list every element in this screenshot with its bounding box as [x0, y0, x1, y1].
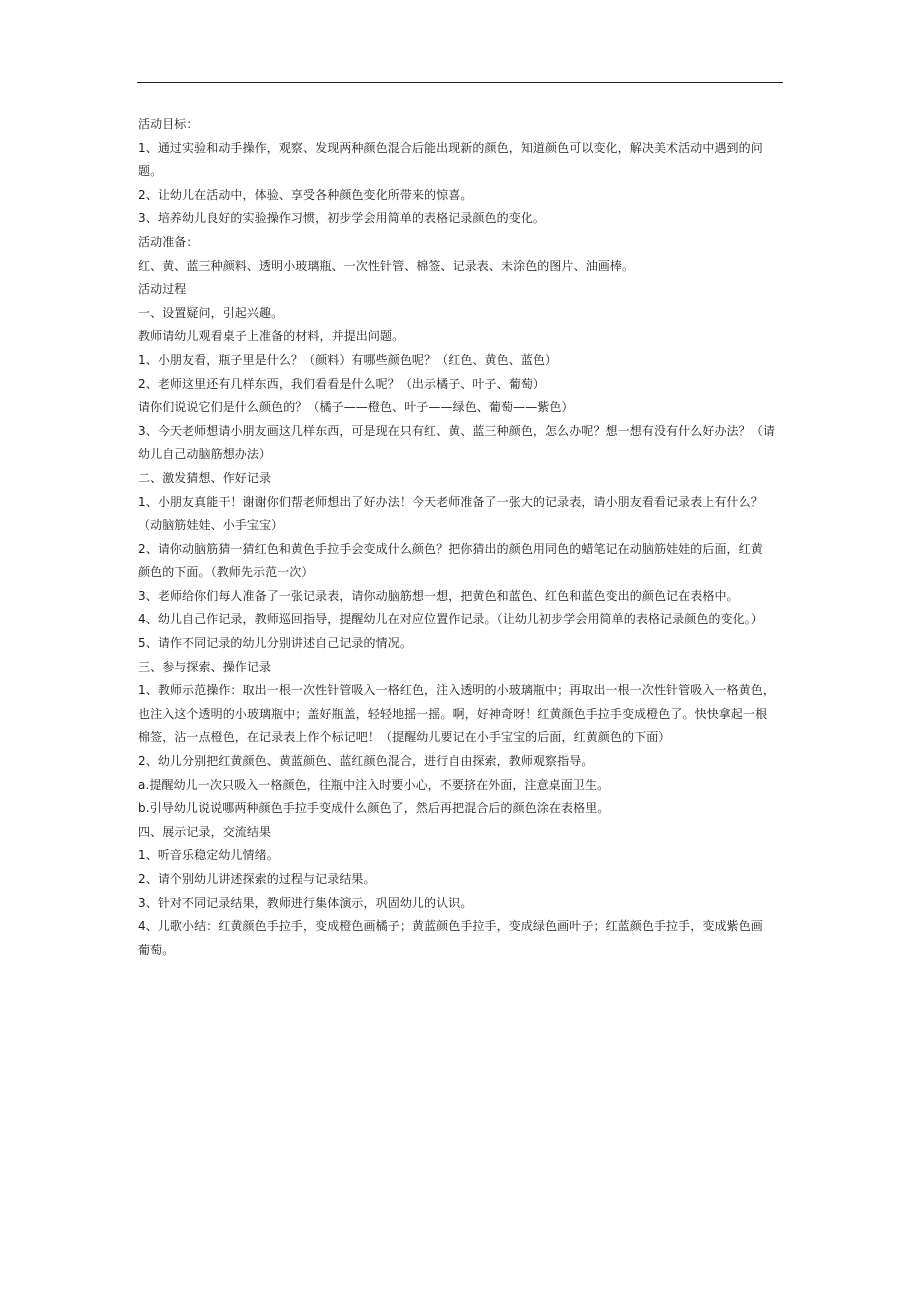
preparation-materials: 红、黄、蓝三种颜料、透明小玻璃瓶、一次性针管、棉签、记录表、未涂色的图片、油画棒。	[138, 258, 635, 273]
goal-3: 3、培养幼儿良好的实验操作习惯，初步学会用简单的表格记录颜色的变化。	[138, 211, 546, 226]
step-2-heading: 二、激发猜想、作好记录	[138, 470, 272, 485]
section-heading-goals: 活动目标：	[138, 117, 199, 131]
document-body	[138, 113, 788, 962]
paragraph: 1、小朋友真能干！谢谢你们帮老师想出了好办法！今天老师准备了一张大的记录表，请小朋友看看记录表上有什么？	[138, 494, 763, 509]
step-4-heading: 四、展示记录，交流结果	[138, 824, 272, 839]
paragraph: 5、请作不同记录的幼儿分别讲述自己记录的情况。	[138, 636, 412, 651]
header-rule	[137, 82, 783, 83]
goal-1-line-2: 题。	[138, 164, 163, 179]
paragraph: 2、请你动脑筋猜一猜红色和黄色手拉手会变成什么颜色？把你猜出的颜色用同色的蜡笔记在动脑筋娃娃的后面，红黄	[138, 541, 763, 556]
paragraph: 颜色的下面。（教师先示范一次）	[138, 565, 314, 580]
paragraph: a.提醒幼儿一次只吸入一格颜色，往瓶中注入时要小心，不要挤在外面，注意桌面卫生。	[138, 777, 610, 792]
paragraph: 3、今天老师想请小朋友画这几样东西，可是现在只有红、黄、蓝三种颜色，怎么办呢？想一想有没有什么好办法？（请	[138, 423, 775, 438]
paragraph: 4、幼儿自己作记录，教师巡回指导，提醒幼儿在对应位置作记录。（让幼儿初步学会用简单的表格记录颜色的变化。）	[138, 612, 763, 627]
paragraph: 3、老师给你们每人准备了一张记录表，请你动脑筋想一想，把黄色和蓝色、红色和蓝色变出的颜色记在表格中。	[138, 588, 739, 603]
paragraph: 棉签，沾一点橙色，在记录表上作个标记吧！（提醒幼儿要记在小手宝宝的后面，红黄颜色的下面）	[138, 730, 671, 745]
paragraph: 2、请个别幼儿讲述探索的过程与记录结果。	[138, 872, 376, 886]
paragraph: 幼儿自己动脑筋想办法）	[138, 447, 272, 462]
goal-1-line-1: 1、通过实验和动手操作，观察、发现两种颜色混合后能出现新的颜色，知道颜色可以变化，解决美术活动中遇到的问	[138, 140, 763, 155]
paragraph: 1、教师示范操作：取出一根一次性针管吸入一格红色，注入透明的小玻璃瓶中；再取出一根一次性针管吸入一格黄色，	[138, 683, 775, 698]
paragraph: b.引导幼儿说说哪两种颜色手拉手变成什么颜色了，然后再把混合后的颜色涂在表格里。	[138, 801, 610, 816]
goal-2: 2、让幼儿在活动中，体验、享受各种颜色变化所带来的惊喜。	[138, 187, 473, 202]
paragraph: 3、针对不同记录结果，教师进行集体演示，巩固幼儿的认识。	[138, 895, 473, 910]
step-3-heading: 三、参与探索、操作记录	[138, 659, 272, 674]
paragraph: 也注入这个透明的小玻璃瓶中；盖好瓶盖，轻轻地摇一摇。啊，好神奇呀！红黄颜色手拉手变成橙色了。快快拿起一根	[138, 706, 768, 721]
paragraph: 4、儿歌小结：红黄颜色手拉手，变成橙色画橘子；黄蓝颜色手拉手，变成绿色画叶子；红蓝颜色手拉手，变成紫色画	[138, 919, 763, 934]
paragraph: 2、老师这里还有几样东西，我们看看是什么呢？（出示橘子、叶子、葡萄）	[138, 376, 546, 391]
section-heading-process: 活动过程	[138, 282, 187, 297]
section-heading-preparation: 活动准备：	[138, 234, 199, 249]
paragraph: 葡萄。	[138, 942, 175, 957]
paragraph: 1、听音乐稳定幼儿情绪。	[138, 848, 279, 863]
paragraph: 请你们说说它们是什么颜色的？（橘子——橙色、叶子——绿色、葡萄——紫色）	[138, 400, 574, 415]
paragraph: 教师请幼儿观看桌子上准备的材料，并提出问题。	[138, 329, 405, 344]
paragraph: 2、幼儿分别把红黄颜色、黄蓝颜色、蓝红颜色混合，进行自由探索，教师观察指导。	[138, 754, 594, 769]
paragraph: （动脑筋娃娃、小手宝宝）	[138, 518, 284, 533]
paragraph: 1、小朋友看，瓶子里是什么？（颜料）有哪些颜色呢？（红色、黄色、蓝色）	[138, 352, 558, 367]
step-1-heading: 一、设置疑问，引起兴趣。	[138, 305, 284, 320]
